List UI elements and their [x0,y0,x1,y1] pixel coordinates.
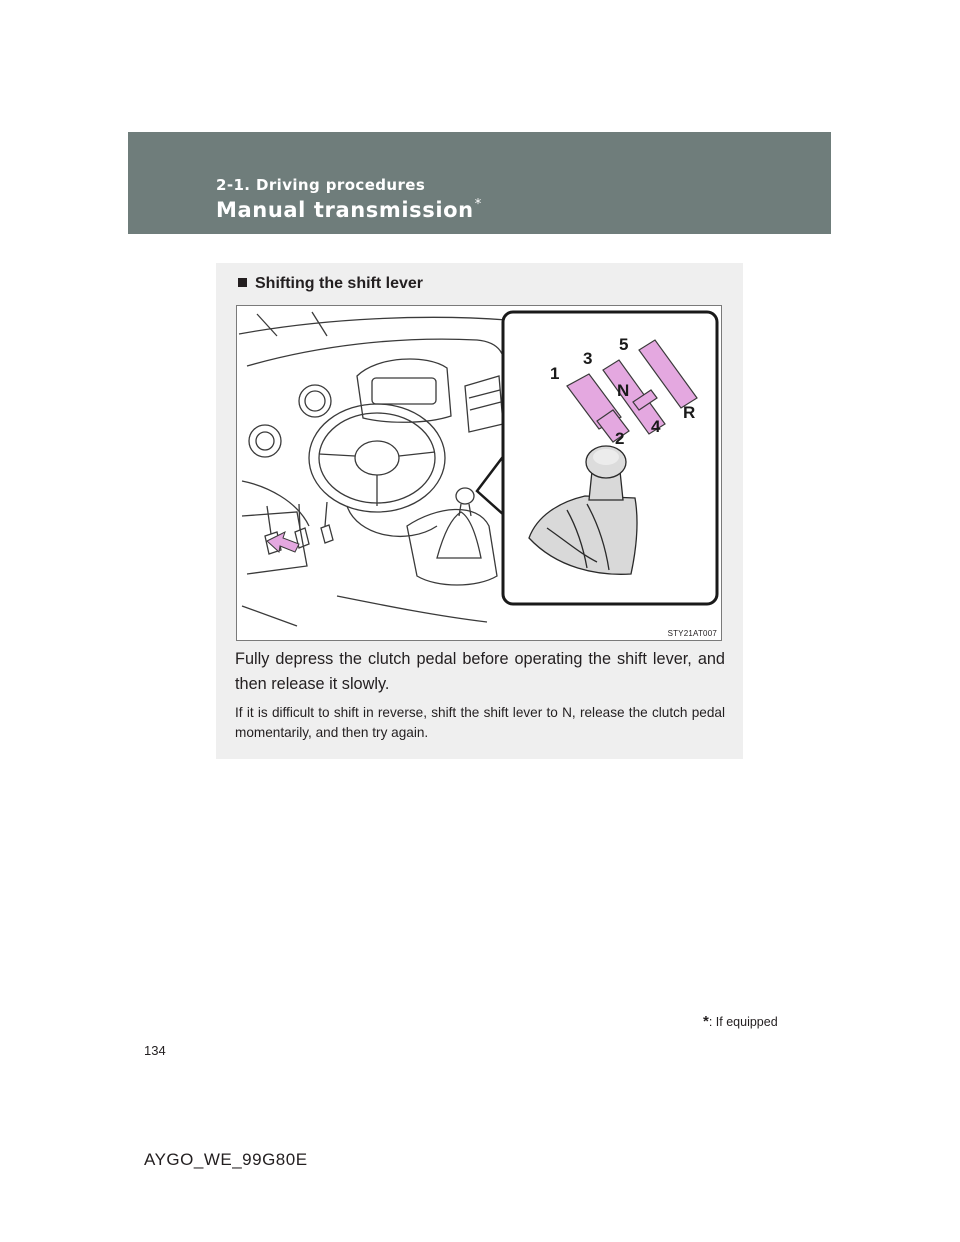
gear-label-5: 5 [619,335,629,354]
dashboard-line [247,339,505,376]
subheading-text: Shifting the shift lever [255,275,424,292]
gear-knob-small [456,488,474,504]
shift-lever-illustration [236,305,722,641]
callout-pointer [477,454,505,516]
gear-label-n: N [617,381,630,400]
gear-label-3: 3 [583,349,593,368]
gear-label-r: R [683,403,696,422]
instruction-text: Fully depress the clutch pedal before operating the shift lever, and then release it slowly. [235,650,725,693]
gear-label-1: 1 [550,364,560,383]
content-panel [216,263,743,759]
if-equipped-mark: * [474,197,482,212]
side-vent [249,425,281,457]
dashboard-line [257,314,277,336]
page-title [216,197,482,222]
center-vent [465,376,503,432]
chapter-header [128,132,831,234]
clutch-arrow-icon [267,532,299,552]
tachometer-pod [299,385,331,417]
figure-code: STY21AT007 [667,629,717,638]
steering-hub [355,441,399,475]
document-code: AYGO_WE_99G80E [144,1150,308,1169]
page-number: 134 [144,1043,166,1058]
gear-boot-small [437,512,481,558]
gear-label-4: 4 [651,417,661,436]
dashboard-line [239,317,507,334]
square-bullet-icon [238,278,247,287]
accelerator-pedal [321,525,333,543]
cockpit-drawing [237,306,722,641]
gear-label-2: 2 [615,429,625,448]
display-unit [372,378,436,404]
footnote-text: : If equipped [708,1015,778,1029]
footnote [703,1013,778,1030]
note-text: If it is difficult to shift in reverse, shift the shift lever to N, release the clutch pedal momentarily, and then try again. [235,705,725,740]
page-title-text: Manual transmission [216,198,474,222]
subheading [238,275,423,293]
footnote-mark: * [703,1013,709,1030]
section-label: 2-1. Driving procedures [216,176,426,194]
